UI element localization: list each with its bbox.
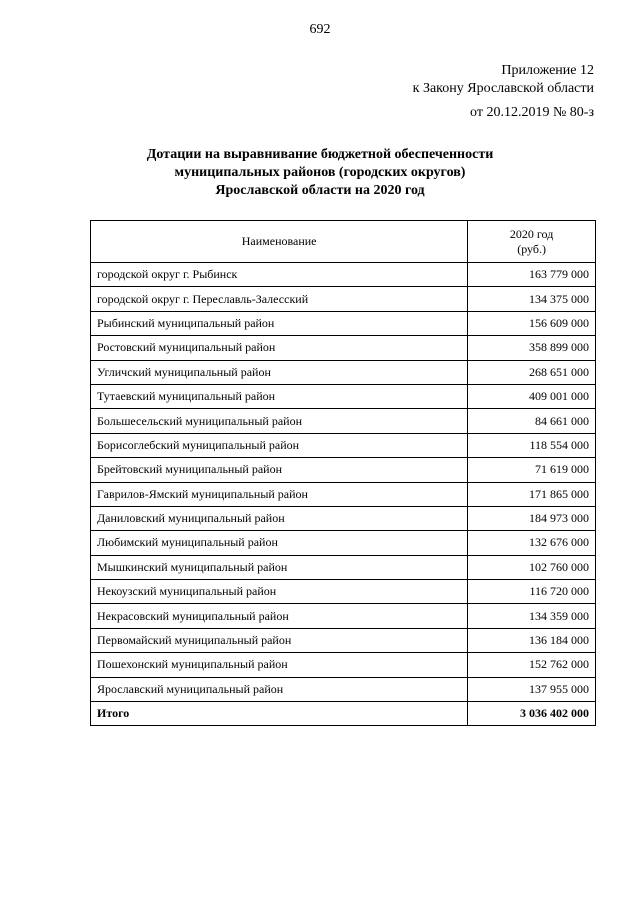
table-row (91, 409, 596, 433)
row-value: 409 001 000 (468, 384, 596, 408)
row-value: 136 184 000 (468, 628, 596, 652)
title-line-1: Дотации на выравнивание бюджетной обеспеченности (146, 147, 494, 162)
row-value: 156 609 000 (468, 311, 596, 335)
table-row (91, 458, 596, 482)
row-value: 152 762 000 (468, 653, 596, 677)
row-name: Любимский муниципальный район (91, 531, 468, 555)
row-name: Ростовский муниципальный район (91, 336, 468, 360)
row-value: 268 651 000 (468, 360, 596, 384)
row-name: Брейтовский муниципальный район (91, 458, 468, 482)
header-name: Наименование (91, 221, 468, 263)
row-name: Гаврилов-Ямский муниципальный район (91, 482, 468, 506)
row-name: Тутаевский муниципальный район (91, 384, 468, 408)
title-line-3: Ярославской области на 2020 год (215, 183, 425, 198)
row-value: 134 375 000 (468, 287, 596, 311)
table-row (91, 287, 596, 311)
row-value: 358 899 000 (468, 336, 596, 360)
row-value: 84 661 000 (468, 409, 596, 433)
table-row (91, 628, 596, 652)
table-header-row (91, 221, 596, 263)
document-title (0, 146, 640, 200)
row-value: 184 973 000 (468, 506, 596, 530)
row-name: Ярославский муниципальный район (91, 677, 468, 701)
table-row (91, 482, 596, 506)
row-value: 171 865 000 (468, 482, 596, 506)
row-name: городской округ г. Рыбинск (91, 263, 468, 287)
table-row (91, 336, 596, 360)
page-number: 692 (309, 22, 331, 37)
row-name: Пошехонский муниципальный район (91, 653, 468, 677)
appendix-label: Приложение 12 (501, 63, 594, 78)
table-row (91, 604, 596, 628)
table-row (91, 384, 596, 408)
table-row (91, 555, 596, 579)
total-value: 3 036 402 000 (468, 702, 596, 726)
header-year (468, 221, 596, 263)
row-name: городской округ г. Переславль-Залесский (91, 287, 468, 311)
title-line-2: муниципальных районов (городских округов) (174, 165, 466, 180)
table-row (91, 311, 596, 335)
row-name: Первомайский муниципальный район (91, 628, 468, 652)
table-row (91, 653, 596, 677)
row-value: 71 619 000 (468, 458, 596, 482)
row-name: Большесельский муниципальный район (91, 409, 468, 433)
table-row (91, 677, 596, 701)
appendix-law-reference: к Закону Ярославской области (412, 81, 594, 96)
row-value: 116 720 000 (468, 580, 596, 604)
row-value: 134 359 000 (468, 604, 596, 628)
table-row (91, 506, 596, 530)
header-year-label: 2020 год (509, 226, 554, 241)
table-row (91, 360, 596, 384)
row-value: 163 779 000 (468, 263, 596, 287)
total-label: Итого (91, 702, 468, 726)
row-name: Некрасовский муниципальный район (91, 604, 468, 628)
table-body (91, 263, 596, 726)
row-value: 132 676 000 (468, 531, 596, 555)
row-name: Мышкинский муниципальный район (91, 555, 468, 579)
table-row (91, 531, 596, 555)
table-row (91, 263, 596, 287)
row-name: Даниловский муниципальный район (91, 506, 468, 530)
row-name: Борисоглебский муниципальный район (91, 433, 468, 457)
row-name: Угличский муниципальный район (91, 360, 468, 384)
row-name: Некоузский муниципальный район (91, 580, 468, 604)
table-row (91, 433, 596, 457)
subsidies-table (90, 220, 596, 726)
total-row (91, 702, 596, 726)
table-row (91, 580, 596, 604)
row-value: 137 955 000 (468, 677, 596, 701)
row-name: Рыбинский муниципальный район (91, 311, 468, 335)
appendix-law-date: от 20.12.2019 № 80-з (470, 105, 594, 120)
header-year-unit: (руб.) (517, 241, 546, 256)
row-value: 118 554 000 (468, 433, 596, 457)
row-value: 102 760 000 (468, 555, 596, 579)
